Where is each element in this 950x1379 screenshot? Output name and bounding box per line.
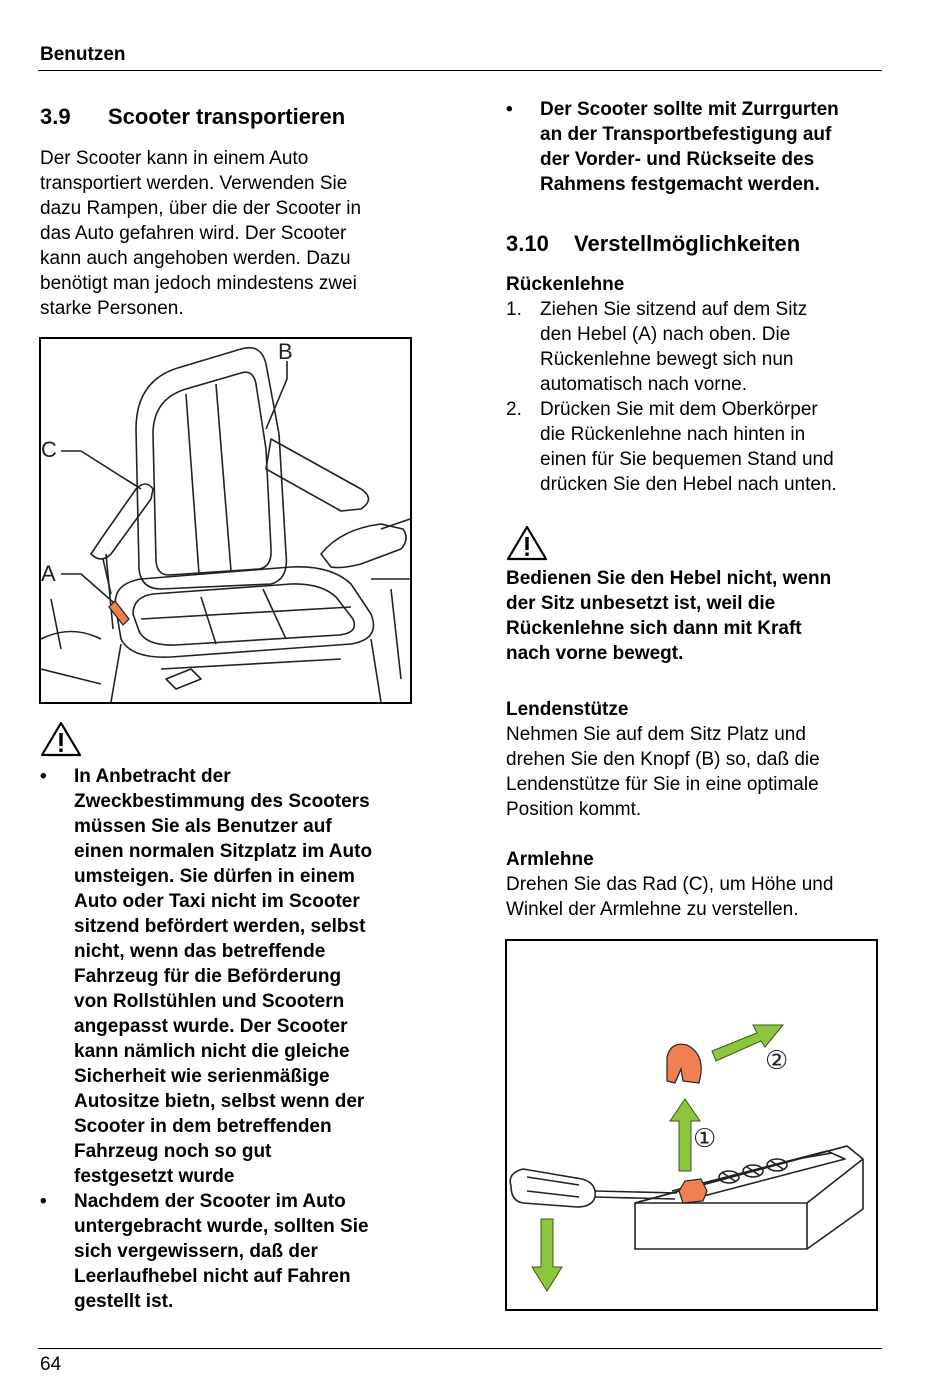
text-line: Leerlaufhebel nicht auf Fahren bbox=[74, 1266, 351, 1287]
text-line: drücken Sie den Hebel nach unten. bbox=[540, 474, 837, 495]
section-title: Verstellmöglichkeiten bbox=[574, 231, 801, 256]
list-item bbox=[40, 1189, 440, 1314]
lever-warning-text bbox=[506, 566, 906, 666]
text-line: Der Scooter kann in einem Auto bbox=[40, 148, 309, 169]
text-line: einen für Sie bequemen Stand und bbox=[540, 449, 834, 470]
text-line: sich vergewissern, daß der bbox=[74, 1241, 318, 1262]
rueckenlehne-steps bbox=[506, 297, 896, 497]
text-line: dazu Rampen, über die der Scooter in bbox=[40, 198, 362, 219]
text-line: Winkel der Armlehne zu verstellen. bbox=[506, 899, 799, 920]
text-line: festgesetzt wurde bbox=[74, 1166, 235, 1187]
text-line: müssen Sie als Benutzer auf bbox=[74, 816, 332, 837]
text-line: gestellt ist. bbox=[74, 1291, 174, 1312]
subheading-armlehne: Armlehne bbox=[506, 849, 594, 870]
text-line: das Auto gefahren wird. Der Scooter bbox=[40, 223, 347, 244]
text-line: Rückenlehne sich dann mit Kraft bbox=[506, 618, 802, 639]
text-line: an der Transportbefestigung auf bbox=[540, 124, 832, 145]
text-line: benötigt man jedoch mindestens zwei bbox=[40, 273, 357, 294]
text-line: Rückenlehne bewegt sich nun bbox=[540, 349, 794, 370]
step-number: 1. bbox=[506, 299, 522, 320]
section-number: 3.9 bbox=[40, 104, 71, 129]
warning-triangle-icon bbox=[506, 525, 548, 561]
text-line: drehen Sie den Knopf (B) so, daß die bbox=[506, 749, 820, 770]
text-line: • In Anbetracht der bbox=[74, 766, 231, 787]
subheading-lendenstuetze: Lendenstütze bbox=[506, 699, 629, 720]
intro-paragraph bbox=[40, 146, 460, 321]
text-line: die Rückenlehne nach hinten in bbox=[540, 424, 806, 445]
text-line: der Sitz unbesetzt ist, weil die bbox=[506, 593, 776, 614]
text-line: Zweckbestimmung des Scooters bbox=[74, 791, 370, 812]
text-line: umsteigen. Sie dürfen in einem bbox=[74, 866, 355, 887]
text-line: • Nachdem der Scooter im Auto bbox=[74, 1191, 346, 1212]
step-number: 2. bbox=[506, 399, 522, 420]
section-number: 3.10 bbox=[506, 231, 549, 256]
text-line: Nehmen Sie auf dem Sitz Platz und bbox=[506, 724, 806, 745]
text-line: Autositze bietn, selbst wenn der bbox=[74, 1091, 365, 1112]
text-line: Ziehen Sie sitzend auf dem Sitz bbox=[540, 299, 808, 320]
text-line: Sicherheit wie serienmäßige bbox=[74, 1066, 330, 1087]
tie-down-list bbox=[506, 97, 896, 197]
transport-warning-list bbox=[40, 764, 440, 1314]
label-c: C bbox=[41, 437, 57, 462]
text-line: einen normalen Sitzplatz im Auto bbox=[74, 841, 373, 862]
list-item bbox=[506, 397, 896, 497]
label-a: A bbox=[41, 561, 56, 586]
text-line: den Hebel (A) nach oben. Die bbox=[540, 324, 791, 345]
text-line: untergebracht wurde, sollten Sie bbox=[74, 1216, 369, 1237]
text-line: automatisch nach vorne. bbox=[540, 374, 748, 395]
text-line: Rahmens festgemacht werden. bbox=[540, 174, 820, 195]
page-number: 64 bbox=[40, 1354, 62, 1375]
list-item bbox=[506, 97, 896, 197]
subheading-rueckenlehne: Rückenlehne bbox=[506, 274, 625, 295]
text-line: transportiert werden. Verwenden Sie bbox=[40, 173, 348, 194]
text-line: sitzend befördert werden, selbst bbox=[74, 916, 366, 937]
seat-illustration bbox=[41, 339, 410, 702]
section-heading-3-9 bbox=[40, 104, 345, 130]
knob-illustration bbox=[507, 941, 876, 1309]
text-line: kann nämlich nicht die gleiche bbox=[74, 1041, 350, 1062]
knob-in-slot bbox=[679, 1179, 707, 1203]
text-line: angepasst wurde. Der Scooter bbox=[74, 1016, 348, 1037]
text-line: nicht, wenn das betreffende bbox=[74, 941, 326, 962]
knob-figure bbox=[505, 939, 878, 1311]
text-line: von Rollstühlen und Scootern bbox=[74, 991, 345, 1012]
text-line: Drücken Sie mit dem Oberkörper bbox=[540, 399, 818, 420]
list-item bbox=[40, 764, 440, 1189]
text-line: Scooter in dem betreffenden bbox=[74, 1116, 332, 1137]
text-line: Fahrzeug noch so gut bbox=[74, 1141, 272, 1162]
warning-triangle-icon bbox=[40, 721, 82, 757]
text-line: Auto oder Taxi nicht im Scooter bbox=[74, 891, 360, 912]
text-line: nach vorne bewegt. bbox=[506, 643, 684, 664]
armlehne-section bbox=[506, 847, 906, 922]
detached-knob bbox=[667, 1044, 701, 1083]
down-arrow-icon bbox=[532, 1219, 562, 1291]
label-b: B bbox=[278, 339, 293, 364]
text-line: starke Personen. bbox=[40, 298, 184, 319]
text-line: Bedienen Sie den Hebel nicht, wenn bbox=[506, 568, 832, 589]
seat-figure bbox=[39, 337, 412, 704]
text-line: • Der Scooter sollte mit Zurrgurten bbox=[540, 99, 839, 120]
section-heading-3-10 bbox=[506, 231, 800, 257]
header-rule bbox=[38, 70, 882, 71]
text-line: Drehen Sie das Rad (C), um Höhe und bbox=[506, 874, 834, 895]
footer-rule bbox=[38, 1348, 882, 1349]
text-line: Lendenstütze für Sie in eine optimale bbox=[506, 774, 819, 795]
text-line: der Vorder- und Rückseite des bbox=[540, 149, 815, 170]
text-line: kann auch angehoben werden. Dazu bbox=[40, 248, 351, 269]
page-header: Benutzen bbox=[40, 44, 126, 65]
text-line: Fahrzeug für die Beförderung bbox=[74, 966, 342, 987]
text-line: Position kommt. bbox=[506, 799, 642, 820]
lendenstuetze-section bbox=[506, 697, 906, 822]
list-item bbox=[506, 297, 896, 397]
step-2-label: ② bbox=[765, 1046, 789, 1076]
step-1-label: ① bbox=[693, 1124, 717, 1154]
section-title: Scooter transportieren bbox=[108, 104, 346, 129]
